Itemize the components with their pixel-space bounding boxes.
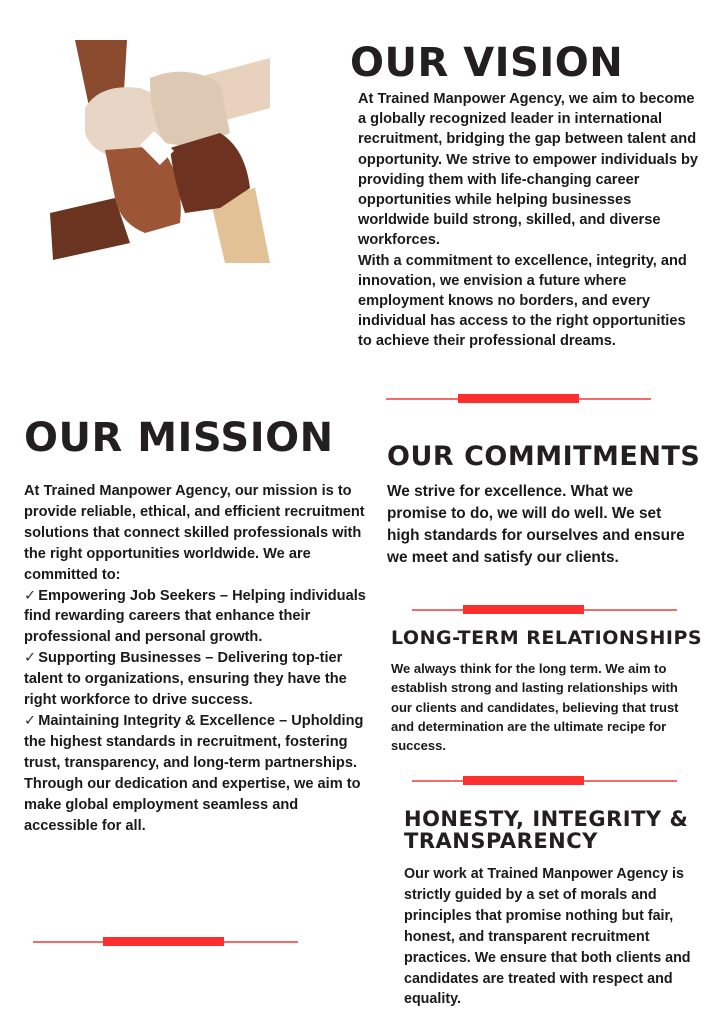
section-divider [33,937,298,947]
mission-item-text: Maintaining Integrity & Excellence – Upholding the highest standards in recruitment, fostering trust, transparency, and long-term partnerships. [24,712,364,771]
mission-item [24,648,372,711]
divider-bar [458,394,579,403]
checkmark-icon: ✓ [24,650,37,667]
divider-bar [463,776,584,785]
commitments-text: We strive for excellence. What we promise to do, we will do well. We set high standards for ourselves and ensure we meet and satisfy our clients. [387,483,685,566]
mission-closing: Through our dedication and expertise, we aim to make global employment seamless and accessible for all. [24,775,361,834]
vision-body [358,89,703,352]
mission-item [24,586,372,649]
mission-body [24,481,372,836]
section-divider [412,776,677,786]
checkmark-icon: ✓ [24,712,37,729]
hands-image [45,38,270,263]
section-divider [412,605,677,615]
mission-item-text: Empowering Job Seekers – Helping individuals find rewarding careers that enhance their professional and personal growth. [24,587,366,646]
vision-heading: OUR VISION [350,40,624,86]
divider-bar [463,605,584,614]
mission-item-text: Supporting Businesses – Delivering top-tier talent to organizations, ensuring they have the right workforce to drive success. [24,650,347,709]
vision-paragraph-1: At Trained Manpower Agency, we aim to become a globally recognized leader in international recruitment, bridging the gap between talent and opportunity. We strive to empower individuals by providing them with life-changing career opportunities while helping businesses worldwide build strong, skilled, and diverse workforces. [358,91,699,249]
commitments-heading: OUR COMMITMENTS [387,441,701,472]
honesty-text: Our work at Trained Manpower Agency is strictly guided by a set of morals and principles that promise nothing but fair, honest, and transparent recruitment practices. We ensure that both clients and candidates are treated with respect and equality. [404,866,691,1008]
relationships-text: We always think for the long term. We aim to establish strong and lasting relationships with our clients and candidates, believing that trust and determination are the ultimate recipe for success. [391,661,679,754]
honesty-heading-line-2: TRANSPARENCY [404,829,598,853]
section-divider [386,394,651,404]
vision-paragraph-2: With a commitment to excellence, integrity, and innovation, we envision a future where employment knows no borders, and every individual has access to the right opportunities to achieve their professional dreams. [358,252,687,350]
honesty-heading-line-1: HONESTY, INTEGRITY & [404,807,689,831]
four-hands-icon [45,38,270,263]
mission-heading: OUR MISSION [24,415,334,461]
mission-item [24,711,372,774]
honesty-heading [404,808,688,852]
relationships-heading: LONG-TERM RELATIONSHIPS [391,627,703,649]
checkmark-icon: ✓ [24,587,37,604]
divider-bar [103,937,224,946]
mission-intro: At Trained Manpower Agency, our mission is to provide reliable, ethical, and efficient recruitment solutions that connect skilled professionals with the right opportunities worldwide. We are committed to: [24,483,365,583]
